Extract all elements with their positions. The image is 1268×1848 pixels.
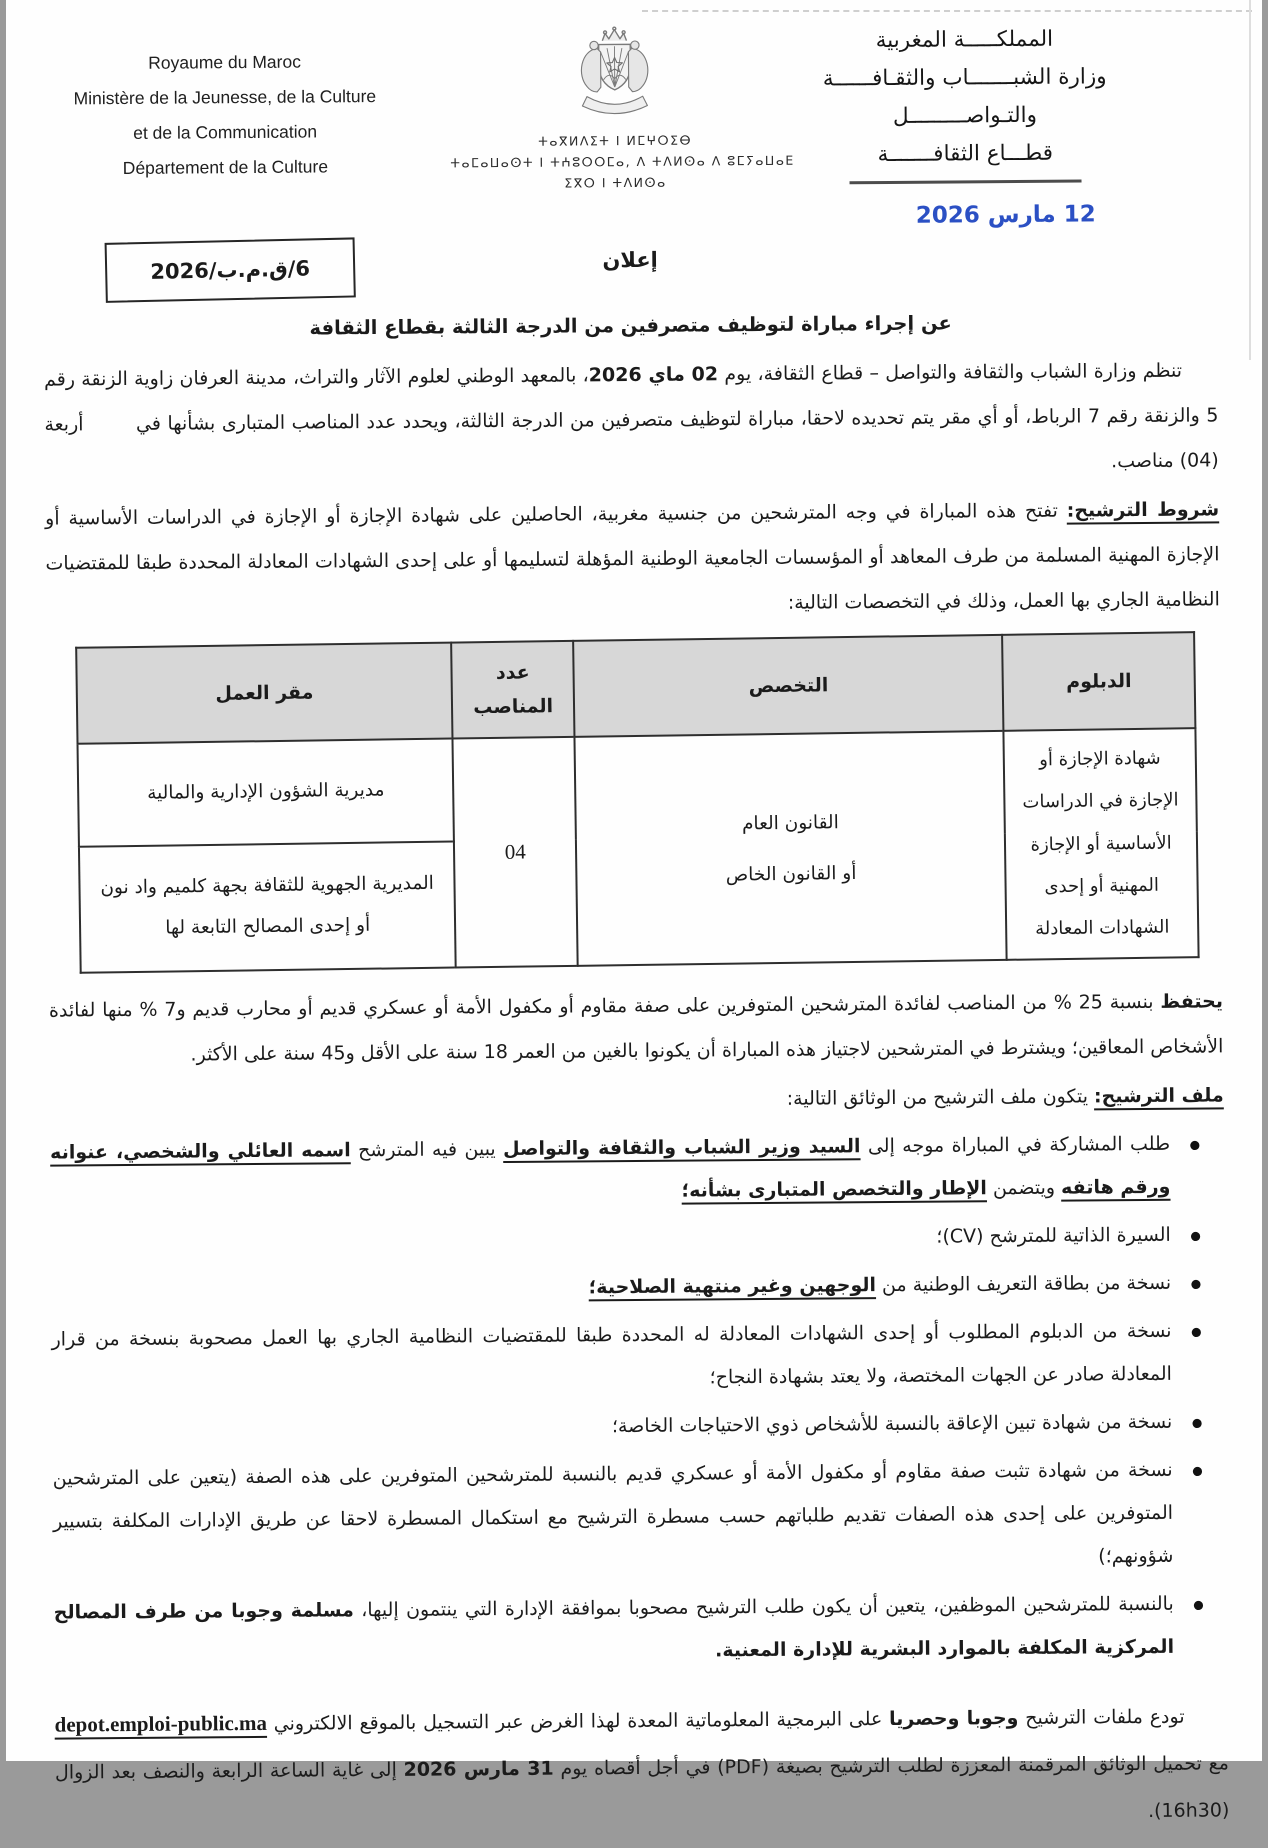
- text-segment: 02 ماي 2026: [588, 363, 719, 387]
- french-line: Royaume du Maroc: [148, 51, 301, 73]
- paragraph-file-intro: [50, 1074, 1224, 1128]
- text-segment: شروط الترشيح:: [1066, 498, 1220, 522]
- date-stamp: 12 مارس 2026: [915, 201, 1096, 229]
- list-item: [53, 1449, 1174, 1587]
- col-header-positions-count: عدد المناصب: [451, 641, 574, 739]
- documents-list: [50, 1123, 1228, 1678]
- text-segment: تودع ملفات الترشيح: [1018, 1706, 1185, 1730]
- french-line: Ministère de la Jeunesse, de la Culture: [73, 86, 377, 109]
- text-segment: الوجهين وغير منتهية الصلاحية؛: [588, 1274, 877, 1299]
- specialty-cell: [575, 731, 1007, 966]
- text-segment: نسخة من شهادة تثبت صفة مقاوم أو مكفول الأمة أو عسكري قديم بالنسبة للمترشحين المتوفرين على هذه الصفة (يتعين على المترشحين المتوفرين على إحدى هذه الصفات تقديم طلباتهم حسب مسطرة الترشيح مع استكمال المسطرة لاحقا عن طريق الإدارات المكلفة بتسيير شؤونهم؛): [52, 1459, 1174, 1568]
- text-segment: 31 مارس 2026: [403, 1758, 554, 1782]
- list-item: [51, 1310, 1172, 1405]
- text-segment: وجوبا وحصريا: [888, 1707, 1019, 1731]
- reference-number: 6/ق.م.ب/2026: [150, 256, 311, 284]
- announcement-title: إعلان: [602, 247, 658, 273]
- list-item: [51, 1214, 1171, 1266]
- text-segment: ملف الترشيح:: [1093, 1084, 1224, 1108]
- list-item: [51, 1262, 1171, 1314]
- text-segment: السيد وزير الشباب والثقافة والتواصل: [503, 1135, 861, 1161]
- text-segment: يتكون ملف الترشيح من الوثائق التالية:: [786, 1085, 1095, 1111]
- text-segment: بنسبة 25 % من المناصب لفائدة المترشحين المتوفرين على صفة مقاوم أو مكفول الأمة أو عسكري قديم أو محارب قديم و7 % منها لفائدة الأشخاص المعاقين؛ ويشترط في المترشحين لاجتياز هذه المباراة أن يكونوا بالغين من العمر 18 سنة على الأقل و45 سنة على الأكثر.: [48, 991, 1224, 1066]
- col-header-diploma: الدبلوم: [1002, 632, 1195, 731]
- table-row: [78, 728, 1197, 846]
- paragraph-quota: [49, 980, 1224, 1079]
- table-header-row: [76, 632, 1195, 744]
- text-segment: يحتفظ: [1160, 990, 1224, 1014]
- text-segment: اسمه العائلي والشخصي، عنوانه ورقم هاتفه: [50, 1139, 1171, 1200]
- col-header-workplace: مقر العمل: [76, 643, 453, 744]
- arabic-ministry-block: [779, 20, 1151, 236]
- positions-table: [75, 631, 1199, 974]
- arabic-line: قطـــاع الثقافـــــــة: [877, 140, 1054, 168]
- text-segment: تنظم وزارة الشباب والثقافة والتواصل – قطاع الثقافة، يوم: [718, 359, 1183, 386]
- list-item: [52, 1401, 1172, 1453]
- tifinagh-line: ⵉⴳⵔ ⵏ ⵜⴷⵍⵙⴰ: [564, 174, 667, 191]
- tifinagh-line: ⵜⴰⴳⵍⴷⵉⵜ ⵏ ⵍⵎⵖⵔⵉⴱ: [538, 132, 693, 149]
- arabic-line: المملكـــــة المغربية: [875, 26, 1054, 54]
- announcement-body: [43, 241, 1230, 1848]
- arabic-line: وزارة الشبـــــــاب والثقـافــــــة: [822, 64, 1107, 92]
- text-segment: أربعة (04) مناصب.: [44, 413, 1219, 473]
- text-segment: طلب المشاركة في المباراة موجه إلى: [860, 1133, 1171, 1158]
- french-line: et de la Communication: [133, 121, 318, 143]
- paragraph-conditions: [45, 487, 1220, 631]
- diploma-cell: شهادة الإجازة أو الإجازة في الدراسات الأساسية أو الإجازة المهنية أو إحدى الشهادات المعادلة: [1004, 728, 1199, 960]
- specialty-line: القانون العام: [741, 811, 839, 835]
- document-page: [6, 0, 1262, 1823]
- french-line: Département de la Culture: [122, 156, 329, 178]
- text-segment: ، بالمعهد الوطني لعلوم الآثار والتراث، مدينة العرفان زاوية الزنقة رقم 5 والزنقة رقم 7 الرباط، أو أي مقر يتم تحديده لاحقا، مباراة لتوظيف متصرفين من الدرجة الثالثة، ويحدد عدد المناصب المتبارى بشأنها في: [43, 364, 1219, 435]
- arabic-line: والتـواصـــــــــل: [892, 102, 1038, 129]
- header-underline: [850, 179, 1082, 184]
- workplace-cell: مديرية الشؤون الإدارية والمالية: [78, 739, 455, 847]
- tifinagh-line: ⵜⴰⵎⴰⵡⴰⵙⵜ ⵏ ⵜⵄⵓⵔⵔⵎⴰ, ⴷ ⵜⴷⵍⵙⴰ ⴷ ⵓⵎⵢⴰⵡⴰⴹ: [450, 152, 795, 171]
- text-segment: إلى غاية الساعة الرابعة والنصف بعد الزوال (16h30).: [54, 1759, 1230, 1823]
- emblem-block: [449, 21, 795, 195]
- french-ministry-block: [59, 44, 390, 187]
- text-segment: تفتح هذه المباراة في وجه المترشحين من جنسية مغربية، الحاصلين على شهادة الإجازة أو الإجازة في الدراسات الأساسية أو الإجازة المهنية المسلمة من طرف المعاهد أو المؤسسات الجامعية الوطنية المؤهلة لتسليمها أو على إحدى الشهادات المعادلة المحددة طبقا للمقتضيات النظامية الجاري بها العمل، وذلك في التخصصات التالية:: [45, 499, 1220, 614]
- text-segment: على البرمجية المعلوماتية المعدة لهذا الغرض عبر التسجيل بالموقع الالكتروني: [266, 1708, 890, 1736]
- list-item: [50, 1123, 1171, 1218]
- moroccan-coat-of-arms-icon: [553, 22, 676, 127]
- list-item: [54, 1583, 1175, 1678]
- positions-count-cell: 04: [453, 737, 578, 968]
- text-segment: بالنسبة للمترشحين الموظفين، يتعين أن يكون طلب الترشيح مصحوبا بموافقة الإدارة التي ينتمون إليها،: [353, 1593, 1174, 1622]
- text-segment: نسخة من شهادة تبين الإعاقة بالنسبة للأشخاص ذوي الاحتياجات الخاصة؛: [611, 1411, 1173, 1438]
- announcement-subtitle: عن إجراء مباراة لتوظيف متصرفين من الدرجة الثالثة بقطاع الثقافة: [309, 311, 952, 340]
- text-segment: depot.emploi-public.ma: [54, 1711, 268, 1738]
- specialty-line: أو القانون الخاص: [725, 862, 857, 886]
- text-segment: الإطار والتخصص المتبارى بشأنه؛: [681, 1177, 987, 1203]
- col-header-specialty: التخصص: [573, 635, 1003, 737]
- workplace-cell: المديرية الجهوية للثقافة بجهة كلميم واد نون أو إحدى المصالح التابعة لها: [79, 841, 456, 973]
- text-segment: يبين فيه المترشح: [350, 1138, 504, 1162]
- paragraph-organization: [44, 348, 1219, 492]
- text-segment: مع تحميل الوثائق المرقمنة المعززة لطلب الترشيح بصيغة (PDF) في أجل أقصاه يوم: [553, 1752, 1230, 1781]
- text-segment: السيرة الذاتية للمترشح (CV)؛: [936, 1224, 1171, 1249]
- paragraph-submission: [54, 1693, 1229, 1844]
- text-segment: مسلمة وجوبا من طرف المصالح المركزية المكلفة بالموارد البشرية للإدارة المعنية.: [53, 1599, 1175, 1662]
- text-segment: نسخة من بطاقة التعريف الوطنية من: [875, 1272, 1172, 1297]
- text-segment: نسخة من الدبلوم المطلوب أو إحدى الشهادات المعادلة له المحددة طبقا للمقتضيات النظامية الجاري بها العمل مصحوبة بنسخة من قرار المعادلة صادر عن الجهات المختصة، ولا يعتد بشهادة النجاح؛: [51, 1320, 1172, 1389]
- text-segment: ويتضمن: [986, 1177, 1062, 1200]
